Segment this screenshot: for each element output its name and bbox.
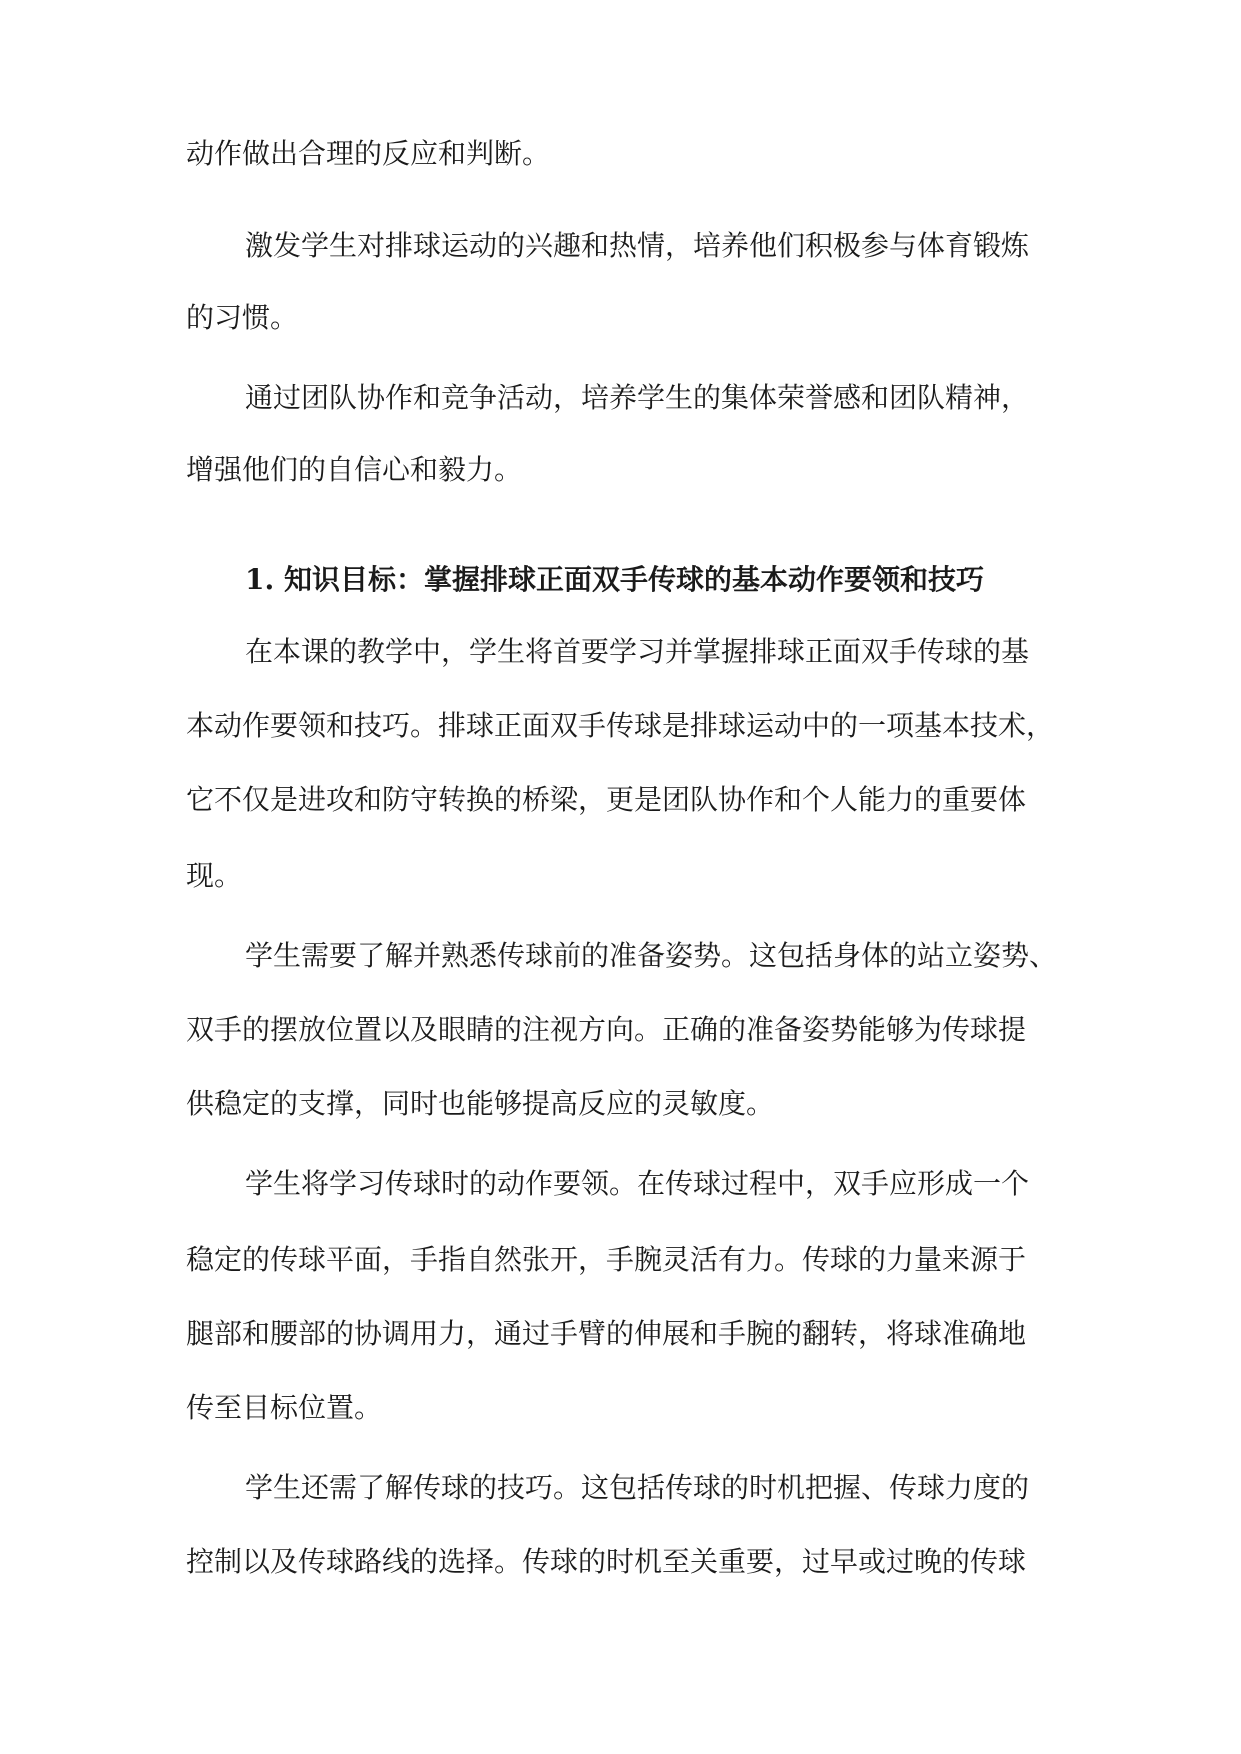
text-line: 学生还需了解传球的技巧。这包括传球的时机把握、传球力度的 — [245, 1471, 1030, 1504]
text-line: 学生需要了解并熟悉传球前的准备姿势。这包括身体的站立姿势、 — [245, 939, 1058, 972]
text-line: 在本课的教学中，学生将首要学习并掌握排球正面双手传球的基 — [245, 635, 1030, 668]
text-line: 控制以及传球路线的选择。传球的时机至关重要，过早或过晚的传球 — [186, 1545, 1027, 1578]
text-line: 稳定的传球平面，手指自然张开，手腕灵活有力。传球的力量来源于 — [186, 1243, 1027, 1276]
text-line: 它不仅是进攻和防守转换的桥梁，更是团队协作和个人能力的重要体 — [186, 783, 1027, 816]
text-line: 现。 — [186, 859, 243, 892]
text-line: 增强他们的自信心和毅力。 — [186, 453, 523, 486]
text-line: 激发学生对排球运动的兴趣和热情，培养他们积极参与体育锻炼 — [245, 229, 1030, 262]
text-line: 腿部和腰部的协调用力，通过手臂的伸展和手腕的翻转，将球准确地 — [186, 1317, 1027, 1350]
text-line: 传至目标位置。 — [186, 1391, 383, 1424]
text-line: 本动作要领和技巧。排球正面双手传球是排球运动中的一项基本技术， — [186, 709, 1055, 742]
section-heading: 1. 知识目标：掌握排球正面双手传球的基本动作要领和技巧 — [245, 563, 984, 596]
text-line: 通过团队协作和竞争活动，培养学生的集体荣誉感和团队精神， — [245, 381, 1030, 414]
text-line: 双手的摆放位置以及眼睛的注视方向。正确的准备姿势能够为传球提 — [186, 1013, 1027, 1046]
text-line: 学生将学习传球时的动作要领。在传球过程中，双手应形成一个 — [245, 1167, 1030, 1200]
text-line: 供稳定的支撑，同时也能够提高反应的灵敏度。 — [186, 1087, 775, 1120]
text-line: 动作做出合理的反应和判断。 — [186, 137, 551, 170]
text-line: 的习惯。 — [186, 301, 299, 334]
